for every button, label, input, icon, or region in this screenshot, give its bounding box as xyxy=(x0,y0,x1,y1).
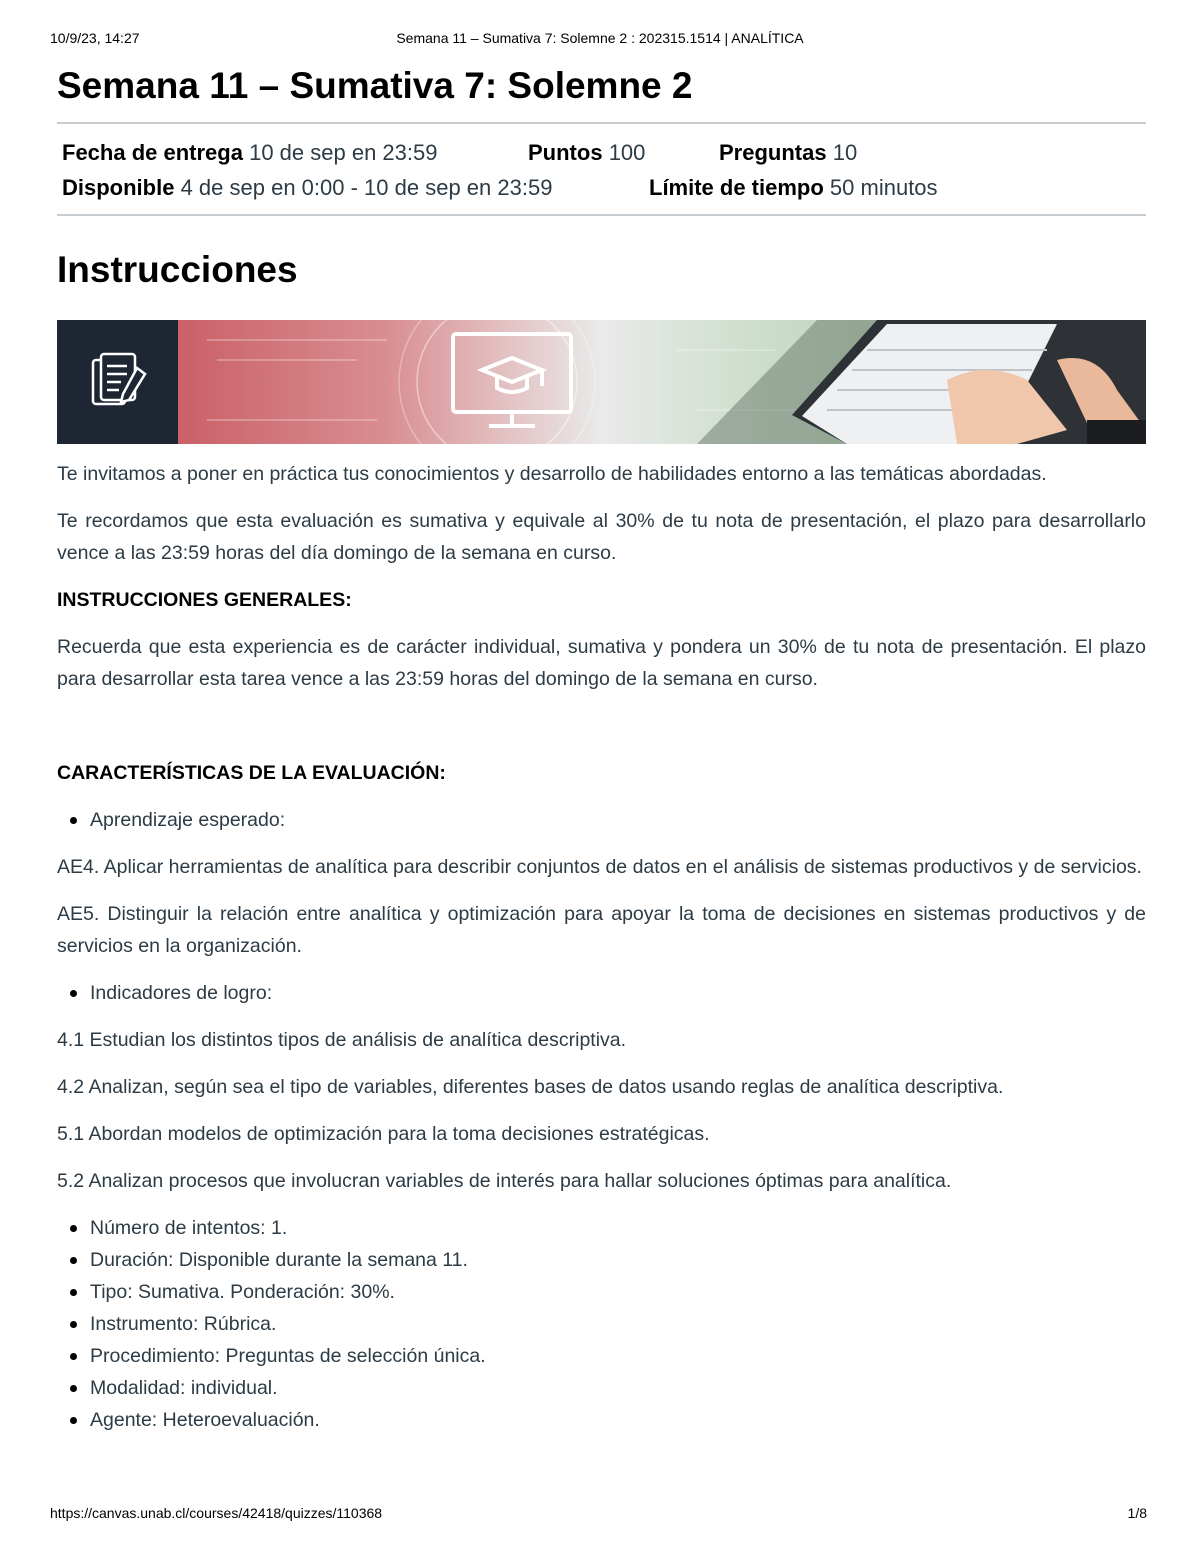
time-limit-value: 50 minutos xyxy=(829,175,938,200)
aprendizaje-list xyxy=(57,804,1146,836)
print-timestamp: 10/9/23, 14:27 xyxy=(50,30,140,46)
availability xyxy=(62,174,649,202)
questions xyxy=(719,139,857,167)
print-footer xyxy=(50,1505,1147,1523)
points xyxy=(528,139,719,167)
availability-label: Disponible xyxy=(62,175,175,200)
list-item: Duración: Disponible durante la semana 11. xyxy=(90,1244,1146,1276)
characteristics-heading: CARACTERÍSTICAS DE LA EVALUACIÓN: xyxy=(57,762,446,784)
due-date-label: Fecha de entrega xyxy=(62,140,243,165)
print-page-number: 1/8 xyxy=(1127,1505,1147,1521)
general-instructions-paragraph: Recuerda que esta experiencia es de carácter individual, sumativa y pondera un 30% de tu nota de presentación. El plazo para desarrollar esta tarea vence a las 23:59 horas del domingo de la semana en curso. xyxy=(57,636,1146,690)
list-item: Aprendizaje esperado: xyxy=(90,804,1146,836)
list-item: Agente: Heteroevaluación. xyxy=(90,1404,1146,1436)
due-date-value: 10 de sep en 23:59 xyxy=(249,140,438,165)
ae5-paragraph: AE5. Distinguir la relación entre analítica y optimización para apoyar la toma de decisiones en sistemas productivos y de servicios en la organización. xyxy=(57,903,1146,957)
list-item: Tipo: Sumativa. Ponderación: 30%. xyxy=(90,1276,1146,1308)
availability-value: 4 de sep en 0:00 - 10 de sep en 23:59 xyxy=(180,175,553,200)
list-item: Modalidad: individual. xyxy=(90,1372,1146,1404)
indicator-5-2: 5.2 Analizan procesos que involucran variables de interés para hallar soluciones óptimas para analítica. xyxy=(57,1170,952,1192)
list-item: Indicadores de logro: xyxy=(90,977,1146,1009)
quiz-meta-row-2 xyxy=(62,174,938,202)
indicadores-list xyxy=(57,977,1146,1009)
print-page-title: Semana 11 – Sumativa 7: Solemne 2 : 202315.1514 | ANALÍTICA xyxy=(396,30,804,46)
general-instructions-heading: INSTRUCCIONES GENERALES: xyxy=(57,589,352,611)
questions-value: 10 xyxy=(832,140,858,165)
ae4-paragraph: AE4. Aplicar herramientas de analítica para describir conjuntos de datos en el análisis de sistemas productivos y de servicios. xyxy=(57,856,1142,878)
instructions-heading: Instrucciones xyxy=(57,249,298,290)
quiz-meta-row-1 xyxy=(62,139,857,167)
print-header xyxy=(50,30,1150,48)
questions-label: Preguntas xyxy=(719,140,827,165)
quiz-content xyxy=(57,60,1146,1431)
instructions-banner xyxy=(57,320,1146,444)
details-list xyxy=(57,1212,1146,1436)
indicator-4-2: 4.2 Analizan, según sea el tipo de variables, diferentes bases de datos usando reglas de analítica descriptiva. xyxy=(57,1076,1004,1098)
list-item: Instrumento: Rúbrica. xyxy=(90,1308,1146,1340)
list-item: Número de intentos: 1. xyxy=(90,1212,1146,1244)
indicator-4-1: 4.1 Estudian los distintos tipos de análisis de analítica descriptiva. xyxy=(57,1029,627,1051)
quiz-meta xyxy=(57,122,1146,216)
intro-paragraph: Te invitamos a poner en práctica tus conocimientos y desarrollo de habilidades entorno a las temáticas abordadas. xyxy=(57,463,1047,485)
indicator-5-1: 5.1 Abordan modelos de optimización para la toma decisiones estratégicas. xyxy=(57,1123,710,1145)
points-value: 100 xyxy=(608,140,646,165)
time-limit xyxy=(649,174,938,202)
quiz-title: Semana 11 – Sumativa 7: Solemne 2 xyxy=(57,65,693,106)
list-item: Procedimiento: Preguntas de selección única. xyxy=(90,1340,1146,1372)
banner-image xyxy=(57,320,1146,444)
time-limit-label: Límite de tiempo xyxy=(649,175,824,200)
reminder-paragraph: Te recordamos que esta evaluación es sumativa y equivale al 30% de tu nota de presentación, el plazo para desarrollarlo vence a las 23:59 horas del día domingo de la semana en curso. xyxy=(57,510,1146,564)
instructions-body xyxy=(57,458,1146,1436)
points-label: Puntos xyxy=(528,140,603,165)
due-date xyxy=(62,139,528,167)
print-url: https://canvas.unab.cl/courses/42418/quizzes/110368 xyxy=(50,1505,383,1521)
